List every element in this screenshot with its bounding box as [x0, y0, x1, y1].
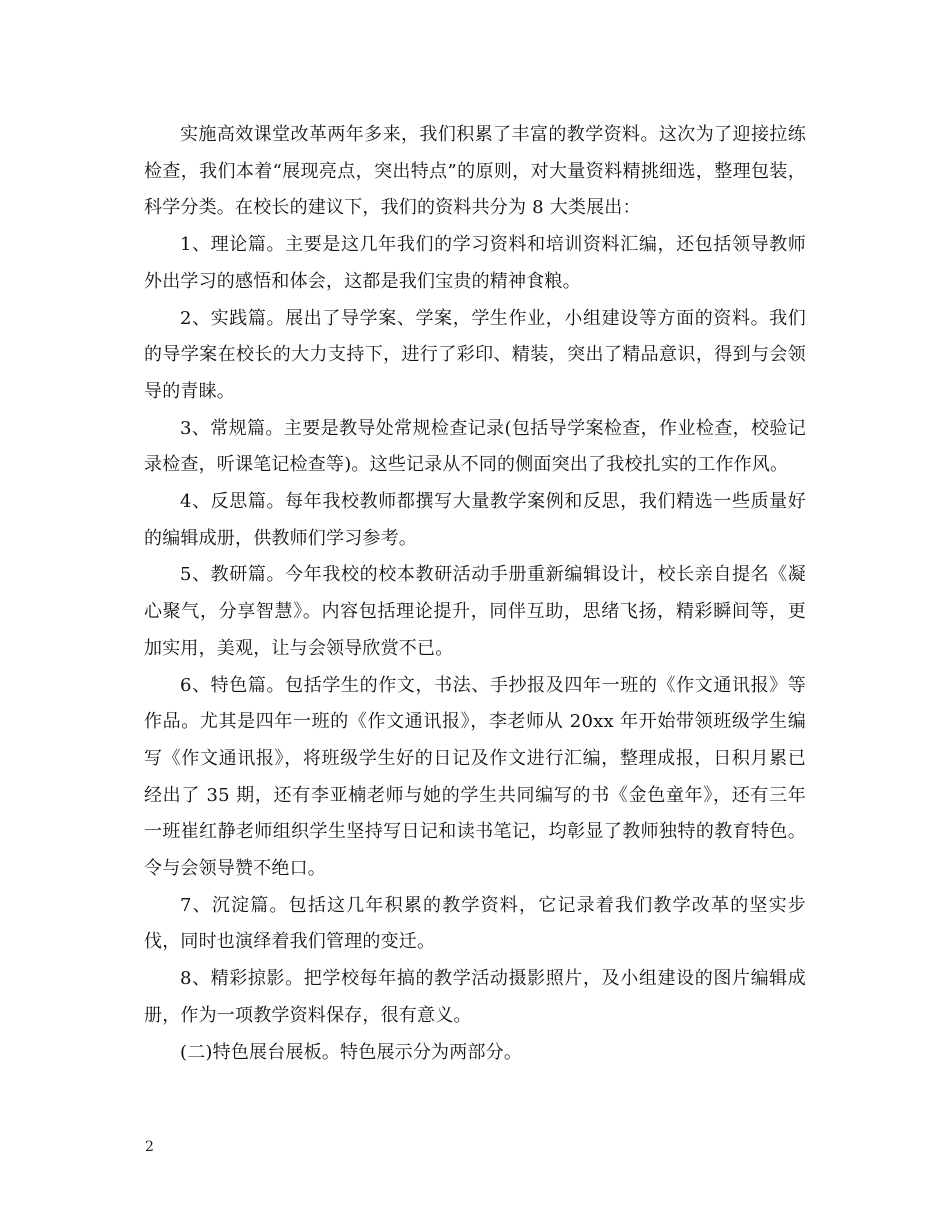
reflection-section-paragraph: 4、反思篇。每年我校教师都撰写大量教学案例和反思，我们精选一些质量好的编辑成册，供教师们学习参考。: [144, 491, 806, 549]
routine-section-paragraph: 3、常规篇。主要是教导处常规检查记录(包括导学案检查，作业检查，校验记录检查，听课笔记检查等)。这些记录从不同的侧面突出了我校扎实的工作作风。: [144, 417, 806, 476]
feature-section-paragraph: 6、特色篇。包括学生的作文，书法、手抄报及四年一班的《作文通讯报》等作品。尤其是四年一班的《作文通讯报》，李老师从 20xx 年开始带领班级学生编写《作文通讯报》，将班级学生好的日记及作文进行汇编，整理成报，日积月累已经出了 35 期，还有李亚楠老师与她的学生共同编写的书《金色童年》，还有三年一班崔红静老师组织学生坚持写日记和读书笔记，均彰显了教师独特的教育特色。令与会领导赞不绝口。: [144, 674, 806, 880]
accumulation-section-paragraph: 7、沉淀篇。包括这几年积累的教学资料，它记录着我们教学改革的坚实步伐，同时也演绎着我们管理的变迁。: [144, 894, 806, 953]
page-number: 2: [145, 1139, 154, 1155]
intro-paragraph: 实施高效课堂改革两年多来，我们积累了丰富的教学资料。这次为了迎接拉练检查，我们本着“展现亮点，突出特点”的原则，对大量资料精挑细选，整理包装，科学分类。在校长的建议下，我们的资料共分为 8 大类展出：: [144, 124, 806, 219]
display-board-paragraph: (二)特色展台展板。特色展示分为两部分。: [180, 1041, 523, 1063]
highlights-section-paragraph: 8、精彩掠影。把学校每年搞的教学活动摄影照片，及小组建设的图片编辑成册，作为一项教学资料保存，很有意义。: [144, 968, 806, 1026]
theory-section-paragraph: 1、理论篇。主要是这几年我们的学习资料和培训资料汇编，还包括领导教师外出学习的感悟和体会，这都是我们宝贵的精神食粮。: [144, 234, 806, 292]
practice-section-paragraph: 2、实践篇。展出了导学案、学案，学生作业，小组建设等方面的资料。我们的导学案在校长的大力支持下，进行了彩印、精装，突出了精品意识，得到与会领导的青睐。: [144, 307, 806, 402]
document-body: [144, 117, 806, 1071]
research-section-paragraph: 5、教研篇。今年我校的校本教研活动手册重新编辑设计，校长亲自提名《凝心聚气，分享智慧》。内容包括理论提升，同伴互助，思绪飞扬，精彩瞬间等，更加实用，美观，让与会领导欣赏不已。: [144, 564, 806, 659]
